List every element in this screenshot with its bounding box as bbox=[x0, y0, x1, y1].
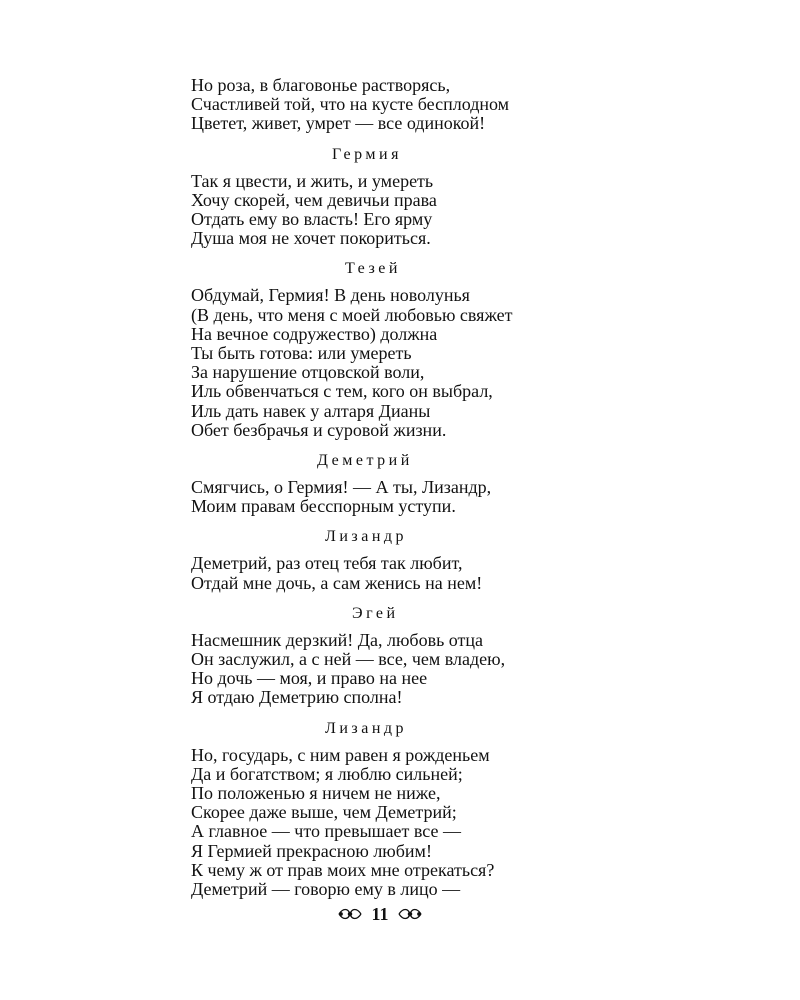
speaker-name: Гермия bbox=[332, 145, 402, 163]
speaker-name: Деметрий bbox=[317, 452, 413, 470]
verse-line: Да и богатством; я люблю сильней; bbox=[191, 763, 463, 784]
verse-line: Но, государь, с ним равен я рожденьем bbox=[191, 744, 490, 765]
verse-line: Душа моя не хочет покориться. bbox=[191, 228, 431, 249]
stanza bbox=[191, 604, 631, 708]
speaker-name: Лизандр bbox=[325, 719, 408, 737]
verse-line: (В день, что меня с моей любовью свяжет bbox=[191, 304, 513, 325]
verse-line: Но роза, в благовонье растворясь, bbox=[191, 75, 451, 95]
verse-line: Насмешник дерзкий! Да, любовь отца bbox=[191, 629, 484, 650]
verse-line: Я Гермией прекрасною любим! bbox=[191, 840, 432, 861]
stanza bbox=[191, 527, 631, 592]
verse-line: По положенью я ничем не ниже, bbox=[191, 783, 441, 804]
text-column bbox=[191, 76, 631, 899]
verse-line: Ты быть готова: или умереть bbox=[191, 343, 412, 364]
left-ornament-icon bbox=[337, 907, 363, 921]
verse-line: Отдать ему во власть! Его ярму bbox=[191, 209, 433, 230]
verse-line: А главное — что превышает все — bbox=[191, 821, 461, 842]
verse-line: Иль обвенчаться с тем, кого он выбрал, bbox=[191, 381, 493, 402]
stanza bbox=[191, 451, 631, 516]
verse-line: Он заслужил, а с ней — все, чем владею, bbox=[191, 649, 506, 670]
verse-line: Деметрий — говорю ему в лицо — bbox=[191, 879, 461, 900]
verse-line: Я отдаю Деметрию сполна! bbox=[191, 687, 403, 708]
verse-line: Так я цвести, и жить, и умереть bbox=[191, 170, 434, 191]
verse-line: Скорее даже выше, чем Деметрий; bbox=[191, 802, 457, 823]
verse-line: Хочу скорей, чем девичьи права bbox=[191, 189, 437, 210]
verse-line: За нарушение отцовской воли, bbox=[191, 362, 425, 383]
verse-line: Обет безбрачья и суровой жизни. bbox=[191, 419, 447, 440]
verse-line: К чему ж от прав моих мне отрекаться? bbox=[191, 859, 495, 880]
speaker-name: Лизандр bbox=[325, 528, 408, 546]
speaker-name: Тезей bbox=[345, 260, 401, 278]
stanza bbox=[191, 76, 631, 134]
stanza bbox=[191, 719, 631, 900]
verse-line: Деметрий, раз отец тебя так любит, bbox=[191, 553, 463, 574]
verse-line: На вечное содружество) должна bbox=[191, 323, 438, 344]
stanza bbox=[191, 145, 631, 249]
verse-line: Но дочь — моя, и право на нее bbox=[191, 668, 428, 689]
verse-line: Смягчись, о Гермия! — А ты, Лизандр, bbox=[191, 477, 492, 498]
verse-line: Обдумай, Гермия! В день новолунья bbox=[191, 285, 470, 306]
verse-line: Моим правам бесспорным уступи. bbox=[191, 496, 456, 517]
page-footer bbox=[330, 903, 430, 925]
verse-line: Счастливей той, что на кусте бесплодном bbox=[191, 94, 510, 115]
right-ornament-icon bbox=[397, 907, 423, 921]
verse-line: Отдай мне дочь, а сам женись на нем! bbox=[191, 572, 483, 593]
verse-line: Иль дать навек у алтаря Дианы bbox=[191, 400, 431, 421]
speaker-name: Эгей bbox=[352, 604, 399, 622]
stanza bbox=[191, 259, 631, 440]
page-number: 11 bbox=[371, 904, 389, 924]
verse-line: Цветет, живет, умрет — все одинокой! bbox=[191, 113, 486, 134]
